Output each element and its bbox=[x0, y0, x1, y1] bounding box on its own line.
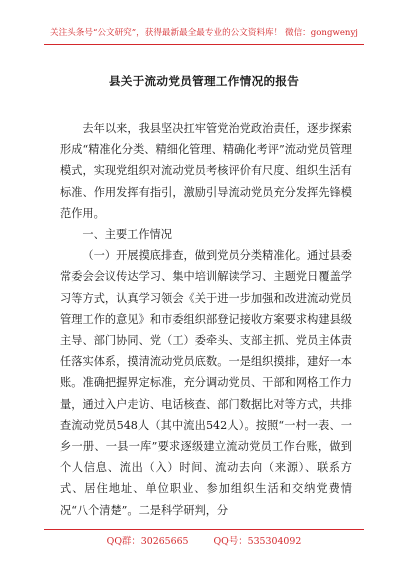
document-body bbox=[60, 118, 352, 521]
header-divider bbox=[44, 44, 364, 45]
footer-qq-group: QQ群：30265665 bbox=[106, 536, 189, 547]
footer-divider bbox=[44, 529, 364, 530]
document-title: 县关于流动党员管理工作情况的报告 bbox=[108, 74, 300, 88]
header-banner: 关注头条号“公文研究”，获得最新最全最专业的公文资料库！ 微信：gongwenyj bbox=[50, 28, 358, 38]
footer-contact bbox=[0, 533, 408, 547]
footer-qq-number: QQ号：535304092 bbox=[213, 536, 302, 547]
body-paragraph: （一）开展摸底排查，做到党员分类精准化。通过县委常委会会议传达学习、集中培训解读学习、主题党日覆盖学习等方式，认真学习领会《关于进一步加强和改进流动党员管理工作的意见》和市委组织部登记接收方案要求构建县级主导、部门协同、党（工）委牵头、支部主抓、党员主体责任落实体系，摸清流动党员底数。一是组织摸排，建好一本账。准确把握界定标准，充分调动党员、干部和网格工作力量，通过入户走访、电话核查、部门数据比对等方式，共排查流动党员548人（其中流出542人）。按照“一村一表、一乡一册、一县一库”要求逐级建立流动党员工作台账，做到个人信息、流出（入）时间、流动去向（来源）、联系方式、居住地址、单位职业、参加组织生活和交纳党费情况“八个清楚”。二是科学研判，分 bbox=[60, 249, 352, 517]
intro-paragraph: 去年以来，我县坚决扛牢管党治党政治责任，逐步探索形成“精准化分类、精细化管理、精确化考评”流动党员管理模式，实现党组织对流动党员考核评价有尺度、组织生活有标准、作用发挥有指引，激励引导流动党员充分发挥先锋模范作用。 bbox=[60, 122, 352, 220]
section-heading: 一、主要工作情况 bbox=[82, 228, 172, 242]
